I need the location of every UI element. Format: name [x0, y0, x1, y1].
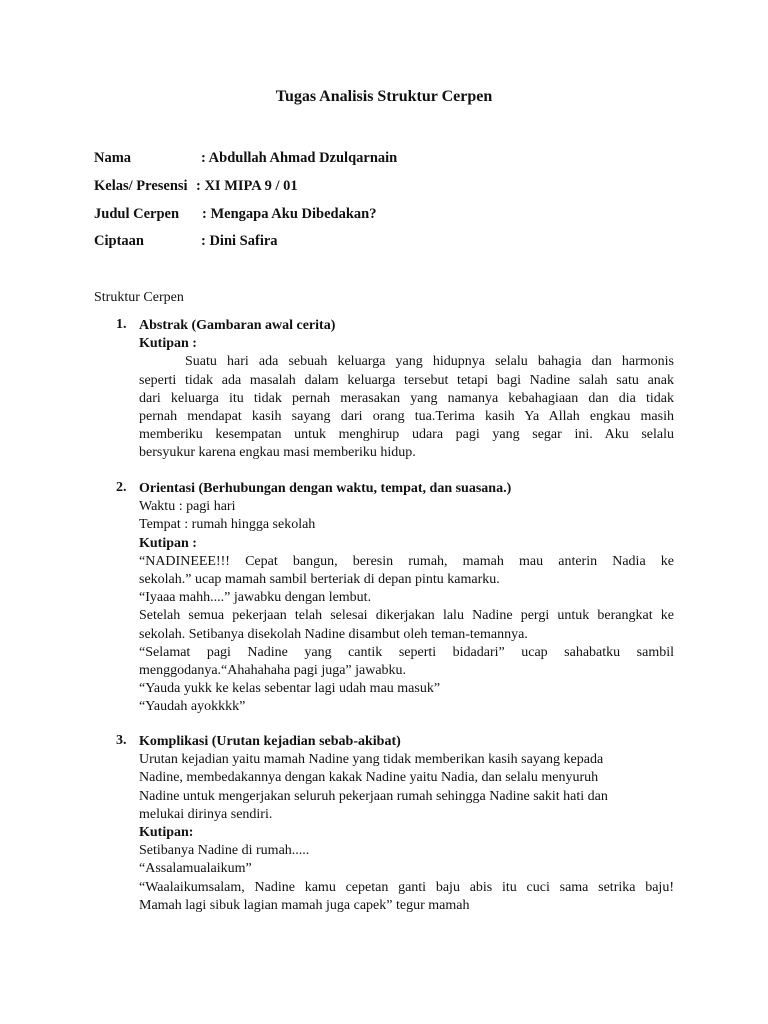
- paragraph-line: sekolah.” ucap mamah sambil berteriak di depan pintu kamarku.: [139, 572, 500, 588]
- paragraph-line: Setibanya Nadine di rumah.....: [139, 843, 310, 859]
- kutipan-label: Kutipan :: [139, 336, 197, 352]
- paragraph-line: “Yaudah ayokkkk”: [139, 699, 246, 715]
- kutipan-label: Kutipan:: [139, 825, 194, 841]
- meta-value: : Mengapa Aku Dibedakan?: [202, 206, 377, 222]
- paragraph-line: “NADINEEE!!! Cepat bangun, beresin rumah, mamah mau anterin Nadia ke: [139, 553, 674, 569]
- list-item-abstrak: [139, 317, 674, 463]
- paragraph-line: melukai dirinya sendiri.: [139, 806, 273, 822]
- paragraph-line: “Selamat pagi Nadine yang cantik seperti bidadari” ucap sahabatku sambil: [139, 644, 674, 660]
- meta-value: : Dini Safira: [201, 233, 278, 249]
- paragraph-line: Suatu hari ada sebuah keluarga yang hidupnya selalu bahagia dan harmonis: [185, 354, 674, 370]
- paragraph-line: “Yauda yukk ke kelas sebentar lagi udah mau masuk”: [139, 681, 441, 697]
- meta-label: Nama: [94, 150, 132, 166]
- meta-value: : Abdullah Ahmad Dzulqarnain: [201, 150, 398, 166]
- item-number: 2.: [116, 480, 127, 495]
- paragraph-line: Setelah semua pekerjaan telah selesai dikerjakan lalu Nadine pergi untuk berangkat ke: [139, 608, 674, 624]
- paragraph-line: Urutan kejadian yaitu mamah Nadine yang tidak memberikan kasih sayang kepada: [139, 752, 604, 768]
- section-heading: Struktur Cerpen: [94, 290, 184, 305]
- meta-row-nama: [94, 150, 398, 167]
- item-number: 1.: [116, 317, 127, 332]
- meta-row-kelas: [94, 178, 298, 195]
- meta-label: Ciptaan: [94, 233, 144, 249]
- meta-row-judul: [94, 206, 377, 223]
- paragraph-line: menggodanya.“Ahahahaha pagi juga” jawabku.: [139, 663, 407, 679]
- paragraph-line: “Assalamualaikum”: [139, 861, 252, 877]
- paragraph-line: dari keluarga itu tidak pernah merasakan yang namanya kebahagiaan dan dia tidak: [139, 390, 674, 406]
- item-heading: Abstrak (Gambaran awal cerita): [139, 318, 336, 333]
- kutipan-label: Kutipan :: [139, 535, 197, 551]
- paragraph-line: memberiku kesempatan untuk menghirup udara pagi yang segar ini. Aku selalu: [139, 427, 674, 443]
- meta-row-ciptaan: [94, 233, 278, 250]
- paragraph-line: Nadine untuk mengerjakan seluruh pekerjaan rumah sehingga Nadine sakit hati dan: [139, 788, 608, 804]
- meta-label: Kelas/ Presensi: [94, 178, 188, 194]
- item-heading: Orientasi (Berhubungan dengan waktu, tempat, dan suasana.): [139, 481, 512, 496]
- meta-label: Judul Cerpen: [94, 206, 180, 222]
- paragraph-line: sekolah. Setibanya disekolah Nadine disambut oleh teman-temannya.: [139, 626, 528, 642]
- paragraph-line: seperti tidak ada masalah dalam keluarga tersebut tetapi bagi Nadine salah satu anak: [139, 372, 674, 388]
- document-title: Tugas Analisis Struktur Cerpen: [275, 88, 493, 105]
- paragraph-line: bersyukur karena engkau masi memberiku hidup.: [139, 445, 416, 461]
- paragraph-line: Waktu : pagi hari: [139, 499, 236, 515]
- paragraph-line: Mamah lagi sibuk lagian mamah juga capek” tegur mamah: [139, 897, 470, 913]
- list-item-orientasi: [139, 480, 674, 717]
- paragraph-line: Tempat : rumah hingga sekolah: [139, 517, 316, 533]
- item-number: 3.: [116, 733, 127, 748]
- paragraph-line: pernah mendapat kasih sayang dari orang tua.Terima kasih Ya Allah engkau masih: [139, 409, 674, 425]
- list-item-komplikasi: [139, 733, 674, 915]
- paragraph-line: “Waalaikumsalam, Nadine kamu cepetan ganti baju abis itu cuci sama setrika baju!: [139, 879, 674, 895]
- item-heading: Komplikasi (Urutan kejadian sebab-akibat): [139, 734, 401, 749]
- meta-value: : XI MIPA 9 / 01: [196, 178, 298, 194]
- paragraph-line: Nadine, membedakannya dengan kakak Nadine yaitu Nadia, dan selalu menyuruh: [139, 770, 599, 786]
- paragraph-line: “Iyaaa mahh....” jawabku dengan lembut.: [139, 590, 372, 606]
